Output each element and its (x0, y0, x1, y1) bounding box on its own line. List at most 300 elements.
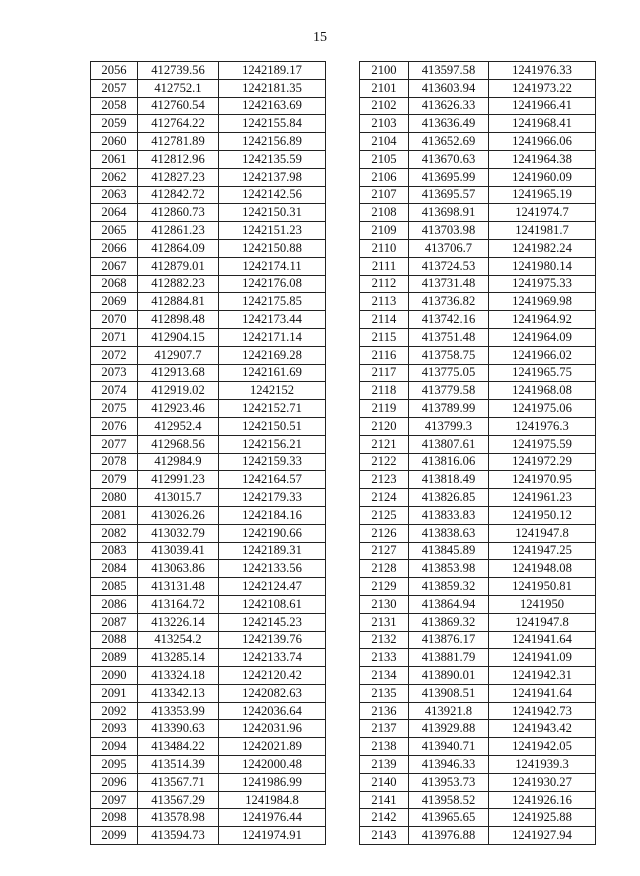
table-row (360, 311, 596, 329)
y-coordinate-cell: 1242173.44 (219, 311, 326, 329)
y-coordinate-cell: 1241960.09 (489, 168, 596, 186)
y-coordinate-cell: 1241950.81 (489, 578, 596, 596)
y-coordinate-cell: 1241966.41 (489, 97, 596, 115)
table-row (360, 364, 596, 382)
x-coordinate-cell: 413594.73 (138, 827, 219, 845)
x-coordinate-cell: 412861.23 (138, 222, 219, 240)
y-coordinate-cell: 1242151.23 (219, 222, 326, 240)
point-number-cell: 2120 (360, 417, 409, 435)
y-coordinate-cell: 1241980.14 (489, 257, 596, 275)
y-coordinate-cell: 1241973.22 (489, 79, 596, 97)
table-row (360, 649, 596, 667)
table-row (360, 684, 596, 702)
x-coordinate-cell: 413833.83 (409, 506, 489, 524)
table-row (360, 506, 596, 524)
y-coordinate-cell: 1241964.38 (489, 150, 596, 168)
x-coordinate-cell: 413816.06 (409, 453, 489, 471)
point-number-cell: 2140 (360, 773, 409, 791)
x-coordinate-cell: 412919.02 (138, 382, 219, 400)
x-coordinate-cell: 413921.8 (409, 702, 489, 720)
table-row (91, 115, 326, 133)
point-number-cell: 2123 (360, 471, 409, 489)
y-coordinate-cell: 1241986.99 (219, 773, 326, 791)
point-number-cell: 2061 (91, 150, 138, 168)
point-number-cell: 2107 (360, 186, 409, 204)
y-coordinate-cell: 1241942.31 (489, 667, 596, 685)
y-coordinate-cell: 1242120.42 (219, 667, 326, 685)
x-coordinate-cell: 412842.72 (138, 186, 219, 204)
y-coordinate-cell: 1242156.89 (219, 133, 326, 151)
point-number-cell: 2063 (91, 186, 138, 204)
point-number-cell: 2110 (360, 239, 409, 257)
point-number-cell: 2083 (91, 542, 138, 560)
x-coordinate-cell: 413775.05 (409, 364, 489, 382)
point-number-cell: 2060 (91, 133, 138, 151)
table-row (91, 702, 326, 720)
point-number-cell: 2074 (91, 382, 138, 400)
y-coordinate-cell: 1241947.25 (489, 542, 596, 560)
table-row (91, 275, 326, 293)
table-row (91, 542, 326, 560)
point-number-cell: 2073 (91, 364, 138, 382)
table-row (91, 328, 326, 346)
point-number-cell: 2086 (91, 595, 138, 613)
x-coordinate-cell: 412984.9 (138, 453, 219, 471)
point-number-cell: 2093 (91, 720, 138, 738)
y-coordinate-cell: 1241976.44 (219, 809, 326, 827)
table-row (91, 133, 326, 151)
table-row (91, 186, 326, 204)
table-row (91, 364, 326, 382)
point-number-cell: 2070 (91, 311, 138, 329)
y-coordinate-cell: 1241970.95 (489, 471, 596, 489)
x-coordinate-cell: 413484.22 (138, 738, 219, 756)
y-coordinate-cell: 1241942.05 (489, 738, 596, 756)
x-coordinate-cell: 413698.91 (409, 204, 489, 222)
y-coordinate-cell: 1241969.98 (489, 293, 596, 311)
y-coordinate-cell: 1241925.88 (489, 809, 596, 827)
y-coordinate-cell: 1241926.16 (489, 791, 596, 809)
table-row (360, 542, 596, 560)
y-coordinate-cell: 1241975.06 (489, 400, 596, 418)
y-coordinate-cell: 1241943.42 (489, 720, 596, 738)
table-row (360, 827, 596, 845)
table-row (360, 275, 596, 293)
y-coordinate-cell: 1242150.31 (219, 204, 326, 222)
x-coordinate-cell: 412898.48 (138, 311, 219, 329)
y-coordinate-cell: 1241930.27 (489, 773, 596, 791)
table-row (360, 720, 596, 738)
table-row (360, 79, 596, 97)
x-coordinate-cell: 413876.17 (409, 631, 489, 649)
table-row (360, 204, 596, 222)
point-number-cell: 2129 (360, 578, 409, 596)
point-number-cell: 2125 (360, 506, 409, 524)
x-coordinate-cell: 413567.71 (138, 773, 219, 791)
x-coordinate-cell: 412904.15 (138, 328, 219, 346)
point-number-cell: 2121 (360, 435, 409, 453)
point-number-cell: 2112 (360, 275, 409, 293)
table-row (360, 257, 596, 275)
point-number-cell: 2089 (91, 649, 138, 667)
table-row (360, 471, 596, 489)
x-coordinate-cell: 413063.86 (138, 560, 219, 578)
point-number-cell: 2127 (360, 542, 409, 560)
x-coordinate-cell: 413742.16 (409, 311, 489, 329)
x-coordinate-cell: 413514.39 (138, 756, 219, 774)
table-row (360, 773, 596, 791)
x-coordinate-cell: 413603.94 (409, 79, 489, 97)
y-coordinate-cell: 1241942.73 (489, 702, 596, 720)
y-coordinate-cell: 1242161.69 (219, 364, 326, 382)
point-number-cell: 2066 (91, 239, 138, 257)
y-coordinate-cell: 1242108.61 (219, 595, 326, 613)
table-row (91, 578, 326, 596)
table-row (91, 346, 326, 364)
y-coordinate-cell: 1241927.94 (489, 827, 596, 845)
point-number-cell: 2136 (360, 702, 409, 720)
y-coordinate-cell: 1241968.08 (489, 382, 596, 400)
y-coordinate-cell: 1242189.31 (219, 542, 326, 560)
table-row (91, 204, 326, 222)
y-coordinate-cell: 1242171.14 (219, 328, 326, 346)
y-coordinate-cell: 1242000.48 (219, 756, 326, 774)
table-row (91, 595, 326, 613)
point-number-cell: 2130 (360, 595, 409, 613)
x-coordinate-cell: 413976.88 (409, 827, 489, 845)
x-coordinate-cell: 413869.32 (409, 613, 489, 631)
table-row (360, 168, 596, 186)
table-row (91, 417, 326, 435)
point-number-cell: 2080 (91, 489, 138, 507)
x-coordinate-cell: 412923.46 (138, 400, 219, 418)
point-number-cell: 2102 (360, 97, 409, 115)
table-row (91, 756, 326, 774)
x-coordinate-cell: 412827.23 (138, 168, 219, 186)
table-row (360, 756, 596, 774)
table-row (91, 382, 326, 400)
x-coordinate-cell: 413859.32 (409, 578, 489, 596)
y-coordinate-cell: 1241964.92 (489, 311, 596, 329)
table-row (360, 186, 596, 204)
y-coordinate-cell: 1242181.35 (219, 79, 326, 97)
table-row (360, 150, 596, 168)
point-number-cell: 2105 (360, 150, 409, 168)
x-coordinate-cell: 412882.23 (138, 275, 219, 293)
y-coordinate-cell: 1241961.23 (489, 489, 596, 507)
y-coordinate-cell: 1241941.64 (489, 631, 596, 649)
table-row (360, 524, 596, 542)
point-number-cell: 2119 (360, 400, 409, 418)
x-coordinate-cell: 413695.99 (409, 168, 489, 186)
y-coordinate-cell: 1242031.96 (219, 720, 326, 738)
point-number-cell: 2143 (360, 827, 409, 845)
y-coordinate-cell: 1242139.76 (219, 631, 326, 649)
y-coordinate-cell: 1242175.85 (219, 293, 326, 311)
y-coordinate-cell: 1241976.3 (489, 417, 596, 435)
point-number-cell: 2142 (360, 809, 409, 827)
y-coordinate-cell: 1242021.89 (219, 738, 326, 756)
y-coordinate-cell: 1241966.06 (489, 133, 596, 151)
point-number-cell: 2065 (91, 222, 138, 240)
point-number-cell: 2097 (91, 791, 138, 809)
x-coordinate-cell: 413567.29 (138, 791, 219, 809)
point-number-cell: 2128 (360, 560, 409, 578)
x-coordinate-cell: 412879.01 (138, 257, 219, 275)
y-coordinate-cell: 1242159.33 (219, 453, 326, 471)
x-coordinate-cell: 413342.13 (138, 684, 219, 702)
point-number-cell: 2067 (91, 257, 138, 275)
point-number-cell: 2098 (91, 809, 138, 827)
x-coordinate-cell: 412864.09 (138, 239, 219, 257)
point-number-cell: 2085 (91, 578, 138, 596)
y-coordinate-cell: 1241966.02 (489, 346, 596, 364)
point-number-cell: 2131 (360, 613, 409, 631)
y-coordinate-cell: 1241950 (489, 595, 596, 613)
x-coordinate-cell: 413751.48 (409, 328, 489, 346)
table-row (91, 435, 326, 453)
table-row (360, 489, 596, 507)
x-coordinate-cell: 412812.96 (138, 150, 219, 168)
y-coordinate-cell: 1242124.47 (219, 578, 326, 596)
x-coordinate-cell: 413578.98 (138, 809, 219, 827)
x-coordinate-cell: 413758.75 (409, 346, 489, 364)
y-coordinate-cell: 1242133.56 (219, 560, 326, 578)
point-number-cell: 2108 (360, 204, 409, 222)
x-coordinate-cell: 412781.89 (138, 133, 219, 151)
coordinates-table-left (90, 61, 326, 845)
point-number-cell: 2092 (91, 702, 138, 720)
point-number-cell: 2082 (91, 524, 138, 542)
y-coordinate-cell: 1241964.09 (489, 328, 596, 346)
y-coordinate-cell: 1242176.08 (219, 275, 326, 293)
x-coordinate-cell: 413731.48 (409, 275, 489, 293)
table-row (360, 328, 596, 346)
y-coordinate-cell: 1242135.59 (219, 150, 326, 168)
x-coordinate-cell: 413597.58 (409, 62, 489, 80)
point-number-cell: 2109 (360, 222, 409, 240)
table-row (360, 400, 596, 418)
table-row (360, 435, 596, 453)
point-number-cell: 2094 (91, 738, 138, 756)
x-coordinate-cell: 413958.52 (409, 791, 489, 809)
table-row (360, 222, 596, 240)
x-coordinate-cell: 413390.63 (138, 720, 219, 738)
x-coordinate-cell: 413818.49 (409, 471, 489, 489)
y-coordinate-cell: 1242036.64 (219, 702, 326, 720)
point-number-cell: 2103 (360, 115, 409, 133)
y-coordinate-cell: 1241972.29 (489, 453, 596, 471)
point-number-cell: 2138 (360, 738, 409, 756)
point-number-cell: 2132 (360, 631, 409, 649)
table-row (91, 684, 326, 702)
x-coordinate-cell: 413807.61 (409, 435, 489, 453)
x-coordinate-cell: 413826.85 (409, 489, 489, 507)
point-number-cell: 2114 (360, 311, 409, 329)
x-coordinate-cell: 412968.56 (138, 435, 219, 453)
y-coordinate-cell: 1241965.19 (489, 186, 596, 204)
point-number-cell: 2091 (91, 684, 138, 702)
x-coordinate-cell: 413636.49 (409, 115, 489, 133)
table-row (91, 827, 326, 845)
table-row (91, 168, 326, 186)
point-number-cell: 2087 (91, 613, 138, 631)
table-row (91, 257, 326, 275)
table-row (91, 506, 326, 524)
x-coordinate-cell: 413940.71 (409, 738, 489, 756)
x-coordinate-cell: 413890.01 (409, 667, 489, 685)
point-number-cell: 2075 (91, 400, 138, 418)
x-coordinate-cell: 413779.58 (409, 382, 489, 400)
y-coordinate-cell: 1241984.8 (219, 791, 326, 809)
point-number-cell: 2096 (91, 773, 138, 791)
table-row (91, 791, 326, 809)
table-row (360, 631, 596, 649)
table-row (91, 809, 326, 827)
y-coordinate-cell: 1241982.24 (489, 239, 596, 257)
y-coordinate-cell: 1242150.88 (219, 239, 326, 257)
point-number-cell: 2078 (91, 453, 138, 471)
table-row (91, 97, 326, 115)
point-number-cell: 2058 (91, 97, 138, 115)
x-coordinate-cell: 413864.94 (409, 595, 489, 613)
y-coordinate-cell: 1241975.33 (489, 275, 596, 293)
table-row (91, 560, 326, 578)
table-row (360, 560, 596, 578)
point-number-cell: 2099 (91, 827, 138, 845)
y-coordinate-cell: 1241965.75 (489, 364, 596, 382)
x-coordinate-cell: 413946.33 (409, 756, 489, 774)
point-number-cell: 2139 (360, 756, 409, 774)
point-number-cell: 2101 (360, 79, 409, 97)
y-coordinate-cell: 1242152 (219, 382, 326, 400)
table-row (91, 293, 326, 311)
table-row (360, 417, 596, 435)
x-coordinate-cell: 413254.2 (138, 631, 219, 649)
table-row (360, 346, 596, 364)
y-coordinate-cell: 1242152.71 (219, 400, 326, 418)
table-row (91, 453, 326, 471)
table-row (91, 400, 326, 418)
point-number-cell: 2081 (91, 506, 138, 524)
point-number-cell: 2077 (91, 435, 138, 453)
y-coordinate-cell: 1242179.33 (219, 489, 326, 507)
y-coordinate-cell: 1242163.69 (219, 97, 326, 115)
x-coordinate-cell: 413789.99 (409, 400, 489, 418)
x-coordinate-cell: 413670.63 (409, 150, 489, 168)
y-coordinate-cell: 1241950.12 (489, 506, 596, 524)
x-coordinate-cell: 413881.79 (409, 649, 489, 667)
x-coordinate-cell: 413652.69 (409, 133, 489, 151)
y-coordinate-cell: 1241975.59 (489, 435, 596, 453)
table-row (360, 133, 596, 151)
table-row (91, 738, 326, 756)
x-coordinate-cell: 413026.26 (138, 506, 219, 524)
y-coordinate-cell: 1242169.28 (219, 346, 326, 364)
point-number-cell: 2126 (360, 524, 409, 542)
x-coordinate-cell: 413929.88 (409, 720, 489, 738)
x-coordinate-cell: 412913.68 (138, 364, 219, 382)
table-row (91, 720, 326, 738)
point-number-cell: 2056 (91, 62, 138, 80)
x-coordinate-cell: 413845.89 (409, 542, 489, 560)
point-number-cell: 2113 (360, 293, 409, 311)
y-coordinate-cell: 1242164.57 (219, 471, 326, 489)
y-coordinate-cell: 1241968.41 (489, 115, 596, 133)
y-coordinate-cell: 1242150.51 (219, 417, 326, 435)
x-coordinate-cell: 413324.18 (138, 667, 219, 685)
x-coordinate-cell: 413953.73 (409, 773, 489, 791)
table-row (91, 489, 326, 507)
table-row (91, 631, 326, 649)
x-coordinate-cell: 413838.63 (409, 524, 489, 542)
table-row (91, 524, 326, 542)
y-coordinate-cell: 1242142.56 (219, 186, 326, 204)
table-row (360, 738, 596, 756)
y-coordinate-cell: 1241974.7 (489, 204, 596, 222)
y-coordinate-cell: 1242189.17 (219, 62, 326, 80)
x-coordinate-cell: 413039.41 (138, 542, 219, 560)
table-row (360, 453, 596, 471)
y-coordinate-cell: 1241947.8 (489, 613, 596, 631)
y-coordinate-cell: 1241981.7 (489, 222, 596, 240)
table-row (91, 773, 326, 791)
table-row (91, 613, 326, 631)
table-row (360, 62, 596, 80)
point-number-cell: 2124 (360, 489, 409, 507)
point-number-cell: 2088 (91, 631, 138, 649)
point-number-cell: 2090 (91, 667, 138, 685)
table-row (91, 62, 326, 80)
point-number-cell: 2069 (91, 293, 138, 311)
point-number-cell: 2115 (360, 328, 409, 346)
table-row (91, 150, 326, 168)
y-coordinate-cell: 1241941.64 (489, 684, 596, 702)
table-row (360, 667, 596, 685)
y-coordinate-cell: 1242184.16 (219, 506, 326, 524)
point-number-cell: 2057 (91, 79, 138, 97)
y-coordinate-cell: 1242137.98 (219, 168, 326, 186)
x-coordinate-cell: 413032.79 (138, 524, 219, 542)
point-number-cell: 2068 (91, 275, 138, 293)
x-coordinate-cell: 413353.99 (138, 702, 219, 720)
x-coordinate-cell: 412764.22 (138, 115, 219, 133)
point-number-cell: 2072 (91, 346, 138, 364)
point-number-cell: 2137 (360, 720, 409, 738)
point-number-cell: 2071 (91, 328, 138, 346)
y-coordinate-cell: 1241941.09 (489, 649, 596, 667)
x-coordinate-cell: 413695.57 (409, 186, 489, 204)
y-coordinate-cell: 1242156.21 (219, 435, 326, 453)
point-number-cell: 2141 (360, 791, 409, 809)
y-coordinate-cell: 1242155.84 (219, 115, 326, 133)
x-coordinate-cell: 413703.98 (409, 222, 489, 240)
point-number-cell: 2111 (360, 257, 409, 275)
x-coordinate-cell: 412907.7 (138, 346, 219, 364)
point-number-cell: 2095 (91, 756, 138, 774)
table-row (91, 239, 326, 257)
table-row (360, 115, 596, 133)
point-number-cell: 2134 (360, 667, 409, 685)
y-coordinate-cell: 1241974.91 (219, 827, 326, 845)
x-coordinate-cell: 413285.14 (138, 649, 219, 667)
x-coordinate-cell: 413706.7 (409, 239, 489, 257)
point-number-cell: 2084 (91, 560, 138, 578)
coordinates-table-right (359, 61, 596, 845)
x-coordinate-cell: 413724.53 (409, 257, 489, 275)
y-coordinate-cell: 1241948.08 (489, 560, 596, 578)
table-row (91, 471, 326, 489)
